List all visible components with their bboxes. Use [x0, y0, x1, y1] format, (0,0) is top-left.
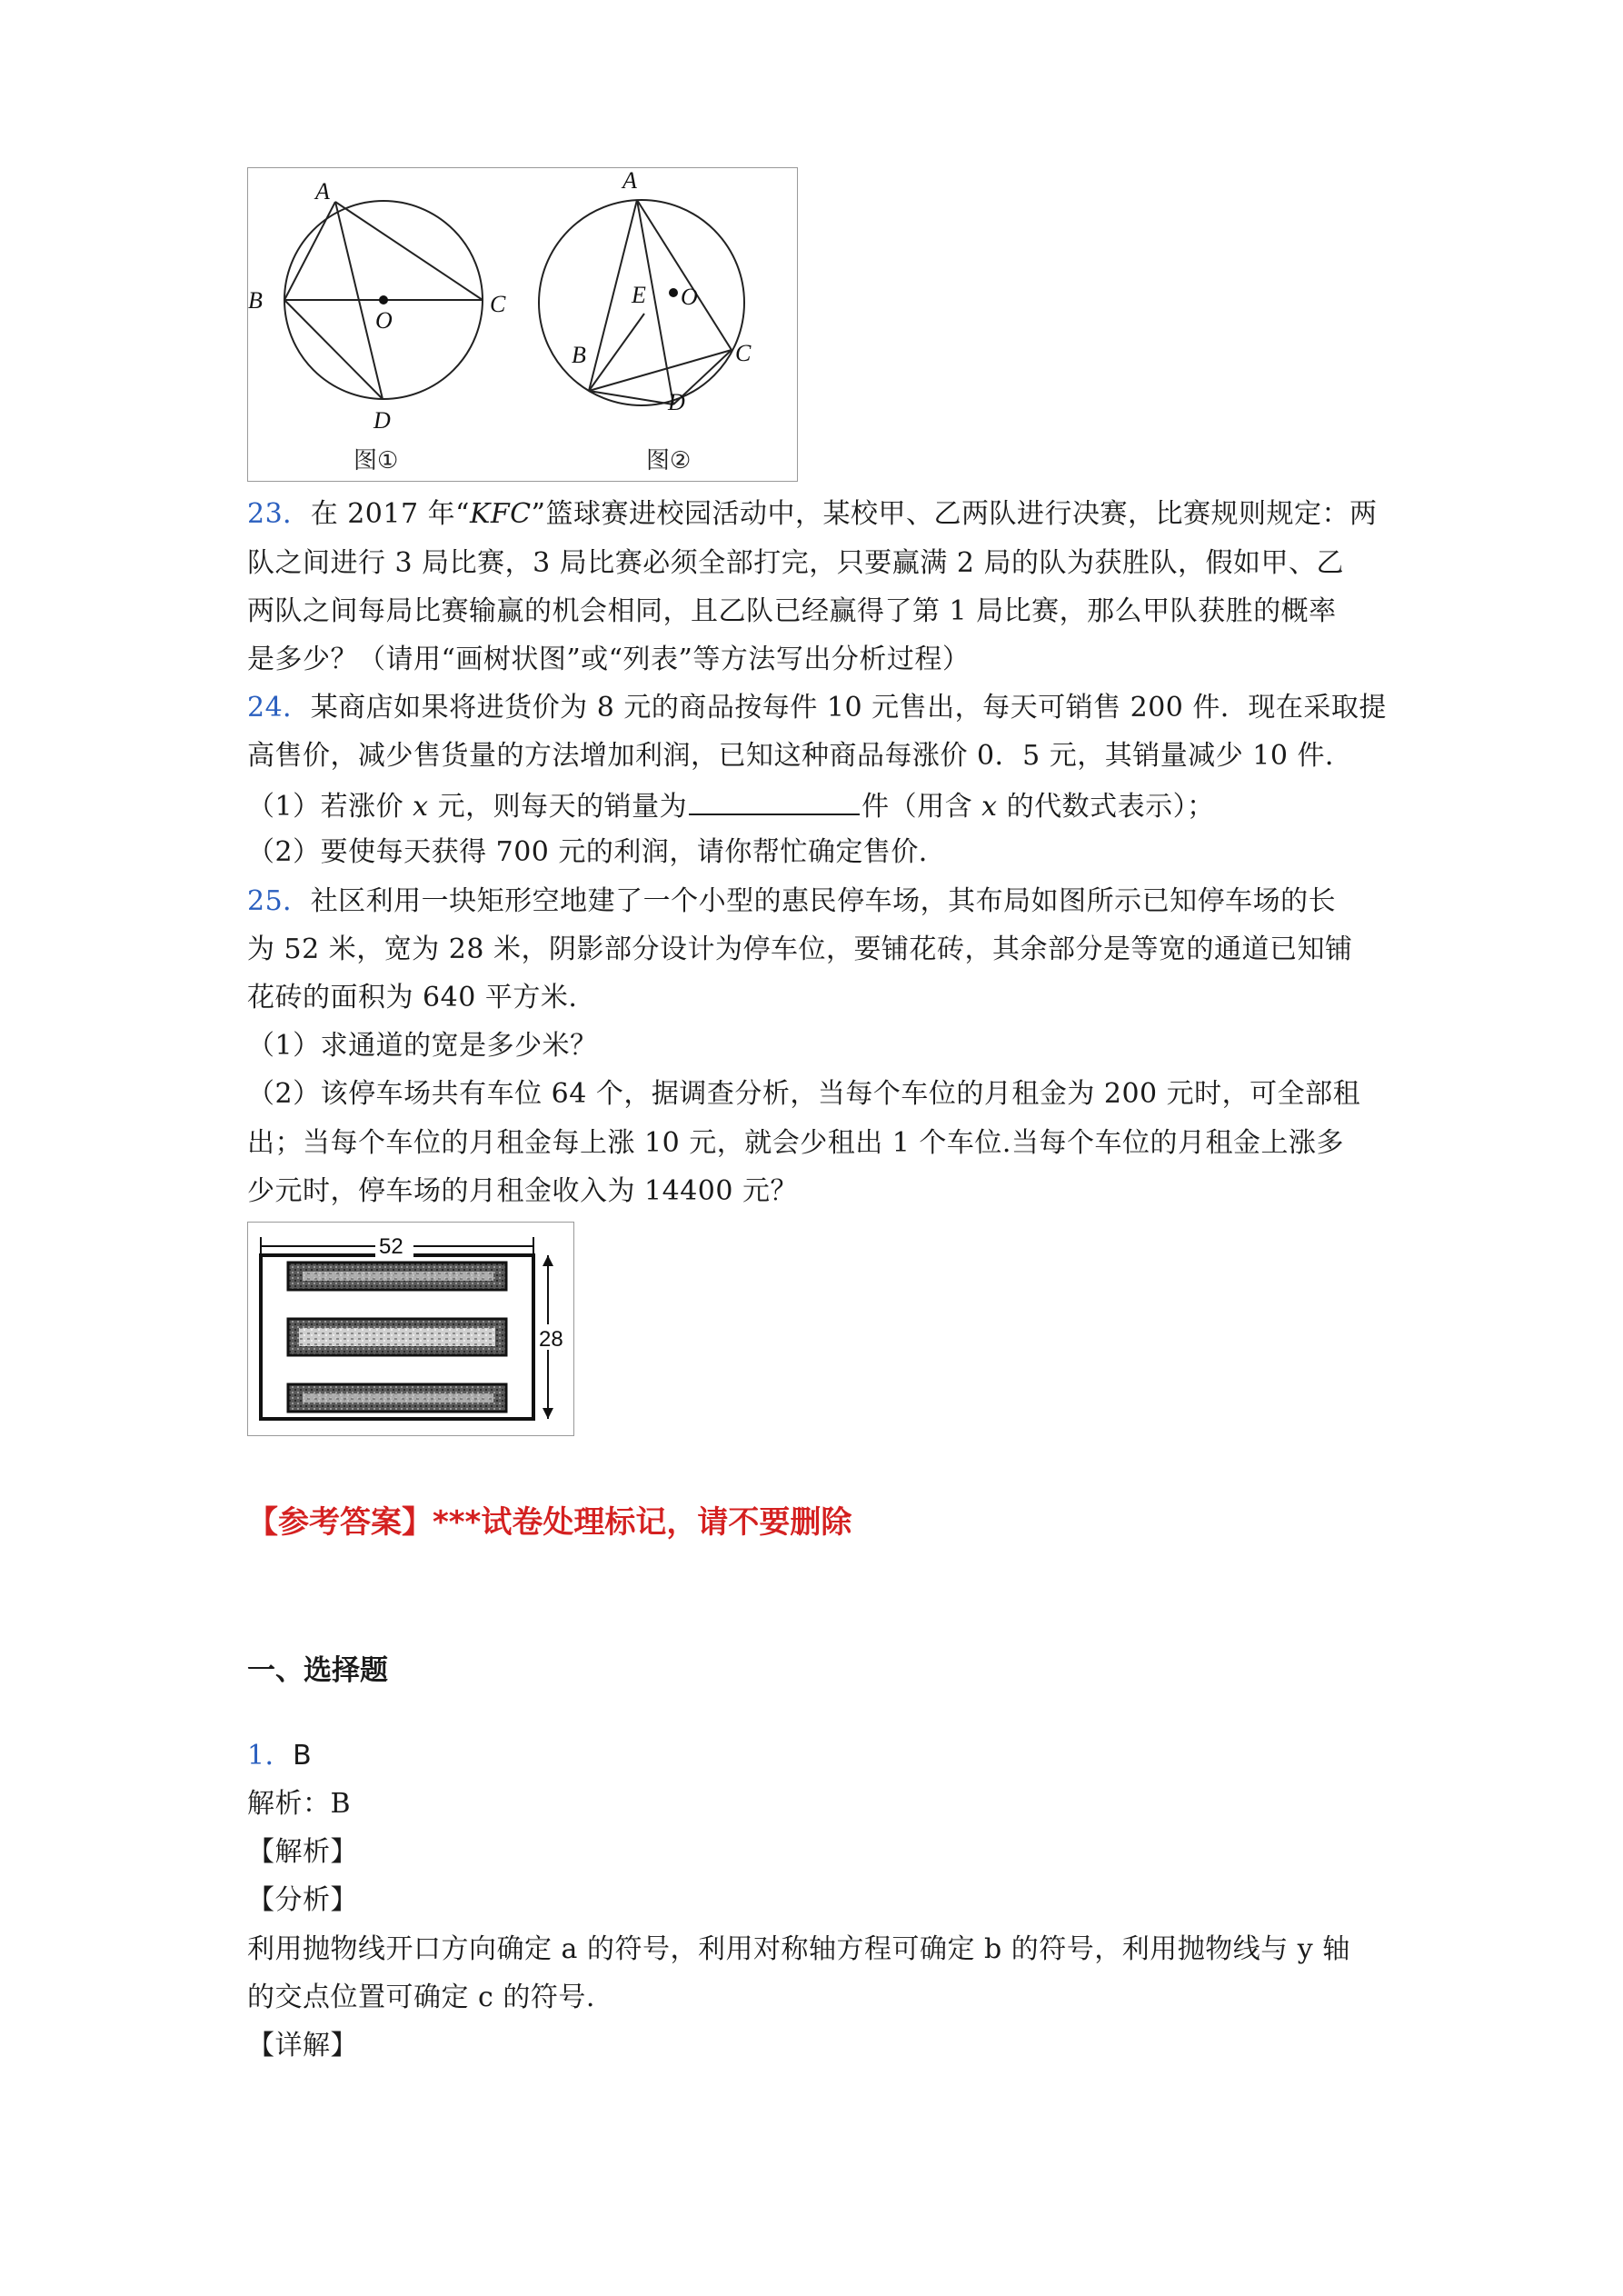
q23-text-b: ”篮球赛进校园活动中，某校甲、乙两队进行决赛，比赛规则规定：两 — [531, 498, 1378, 530]
answer1-tag-xiangjie: 【详解】 — [247, 2030, 358, 2061]
q23-line-2: 队之间进行 3 局比赛，3 局比赛必须全部打完，只要赢满 2 局的队为获胜队，假如甲、乙 — [247, 547, 1344, 579]
answer1-text-1: 利用抛物线开口方向确定 a 的符号，利用对称轴方程可确定 b 的符号，利用抛物线与 y 轴 — [247, 1933, 1350, 1965]
answer-heading: 【参考答案】***试卷处理标记，请不要删除 — [247, 1504, 852, 1541]
chord-ac — [335, 202, 483, 300]
answer1-number: 1． — [247, 1740, 294, 1772]
q24-line-2: 高售价，减少售货量的方法增加利润，已知这种商品每涨价 0．5 元，其销量减少 10 件． — [247, 740, 1353, 772]
q23-number: 23． — [247, 498, 311, 530]
answer1-line — [247, 1740, 312, 1772]
q23-line-3: 两队之间每局比赛输赢的机会相同，且乙队已经赢得了第 1 局比赛，那么甲队获胜的概率 — [247, 595, 1337, 627]
q24-line-3 — [247, 788, 1215, 824]
chord-ab — [284, 202, 335, 300]
q24-part1-c: 件（用含 — [861, 791, 982, 823]
label-c-1: C — [490, 291, 506, 317]
label-a-2: A — [622, 168, 637, 194]
q25-line-5: （2）该停车场共有车位 64 个，据调查分析，当每个车位的月租金为 200 元时，可全部租 — [247, 1078, 1361, 1110]
center-o-1 — [379, 295, 388, 304]
circle-figures — [247, 167, 798, 482]
q24-line-1 — [247, 692, 1387, 724]
q23-line-1 — [247, 498, 1377, 531]
q24-answer-blank[interactable] — [689, 788, 860, 815]
dim-52-label: 52 — [379, 1234, 403, 1259]
center-o-2 — [669, 288, 678, 297]
q25-line-4: （1）求通道的宽是多少米？ — [247, 1030, 598, 1062]
section-heading-choice: 一、选择题 — [247, 1654, 388, 1687]
label-b-2: B — [572, 342, 586, 368]
label-b-1: B — [248, 287, 263, 314]
caption-fig-1: 图① — [353, 447, 399, 474]
q23-text-a: 在 2017 年“ — [310, 498, 470, 530]
label-o-1: O — [375, 307, 393, 334]
caption-fig-2: 图② — [646, 447, 692, 474]
answer1-tag-fenxi: 【分析】 — [247, 1884, 358, 1916]
q24-part1-b: 元，则每天的销量为 — [428, 791, 688, 823]
q23-line-4: 是多少？（请用“画树状图”或“列表”等方法写出分析过程） — [247, 644, 971, 675]
q25-line-3: 花砖的面积为 640 平方米. — [247, 982, 578, 1013]
q25-line-7: 少元时，停车场的月租金收入为 14400 元？ — [247, 1175, 799, 1207]
chord-bd — [284, 300, 383, 399]
q24-number: 24． — [247, 692, 311, 724]
q25-number: 25． — [247, 885, 311, 917]
parking-figure — [247, 1222, 574, 1436]
label-c-2: C — [735, 340, 752, 366]
q24-part1-a: （1）若涨价 — [247, 791, 413, 823]
q25-line-2: 为 52 米，宽为 28 米，阴影部分设计为停车位，要铺花砖，其余部分是等宽的通道已知铺 — [247, 933, 1353, 965]
answer1-text-2: 的交点位置可确定 c 的符号. — [247, 1982, 595, 2013]
label-d-2: D — [668, 389, 685, 415]
label-a-1: A — [315, 178, 330, 205]
dim-28-label: 28 — [539, 1327, 563, 1352]
label-e-2: E — [632, 282, 646, 308]
q24-part1-d: 的代数式表示）； — [997, 791, 1215, 823]
chord2-be — [589, 314, 644, 391]
parking-figure-svg — [248, 1223, 573, 1435]
q24-line-4: （2）要使每天获得 700 元的利润，请你帮忙确定售价． — [247, 836, 947, 868]
q25-line-1 — [247, 885, 1336, 918]
answer1-analysis: 解析：B — [247, 1788, 352, 1820]
circle-figures-svg — [248, 168, 797, 481]
q25-line-6: 出；当每个车位的月租金每上涨 10 元，就会少租出 1 个车位.当每个车位的月租金上涨多 — [247, 1127, 1344, 1159]
q24-text-1: 某商店如果将进货价为 8 元的商品按每件 10 元售出，每天可销售 200 件．现在采取提 — [310, 692, 1387, 724]
label-d-1: D — [373, 407, 391, 434]
answer1-choice: B — [293, 1740, 313, 1772]
q24-var-x: x — [413, 791, 429, 823]
chord2-ab — [589, 200, 637, 391]
answer1-tag-jiexi: 【解析】 — [247, 1836, 358, 1868]
q25-text-1: 社区利用一块矩形空地建了一个小型的惠民停车场，其布局如图所示已知停车场的长 — [310, 885, 1337, 917]
q24-var-x2: x — [981, 791, 998, 823]
q23-kfc: KFC — [469, 498, 532, 530]
label-o-2: O — [681, 284, 698, 310]
